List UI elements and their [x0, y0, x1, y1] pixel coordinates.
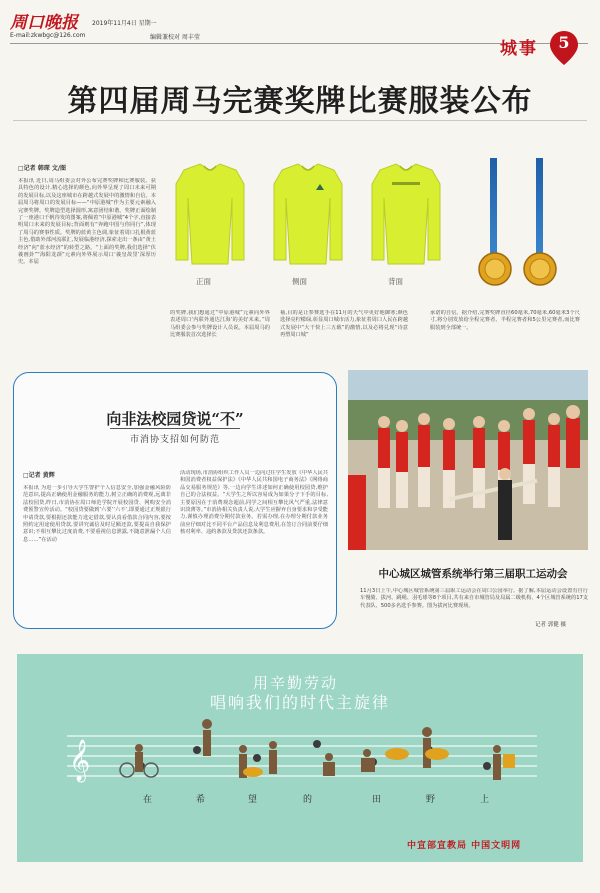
jersey-back [372, 164, 440, 264]
jersey-photos [170, 160, 450, 270]
story1-column-2: 的奖牌,我们想通过“中原港城”元素向外界表述周口‘内联外通达江海’的美好未来。”周马组委会参与奖牌设计人员说。本届周马的比赛服装首次选择长 [170, 310, 270, 339]
jersey-illustration [170, 160, 450, 270]
banner-slogan-line-1: 用辛勤劳动 [253, 674, 339, 692]
banner-credit: 中宣部宣教局 中国文明网 [407, 841, 522, 851]
staff-word: 上 [480, 795, 490, 805]
treble-clef-icon: 𝄞 [69, 740, 91, 781]
main-headline: 第四届周马完赛奖牌比赛服装公布 [67, 84, 533, 119]
story2-subtitle: 市消协支招如何防范 [129, 435, 220, 445]
staff-word: 野 [426, 795, 436, 805]
issue-date: 2019年11月4日 星期一 [92, 20, 157, 27]
story1-column-3: 袖,目的是让参赛选手在11月的天气中更好地御寒;颜色选择亮柠檬绿,彰显周口城市活力,象征着周口人民在跨越式发展中“大干快上三五载”的激情,以及必将兑现“诗意再塑周口城” [280, 310, 408, 339]
staff-word: 希 [196, 795, 206, 805]
staff-word: 田 [372, 795, 382, 805]
section-label: 城事 [500, 39, 538, 59]
story3-title: 中心城区城管系统举行第三届职工运动会 [378, 568, 568, 580]
story2-column-1: 本报讯 为进一步引导大学生警护个人信息安全,加强金融风险防范意识,提高正确使用金融服务的能力,树立正确的消费观,远离非法校园贷,昨日,市消协在周口师范学院开展校园贷、网购安全消费预警宣传活动。“校园贷要做到‘六要’‘六不’,即要通过正规银行申请贷款,要根据还款能力选定借款,要认真看借款合同内容,要按照约定用途使用贷款,要讲究诚信及时足额还款,要提高自我保护意识;不相互攀比过度消费,不要重视信息泄露,不随意泄漏个人信息……”在活动 [23, 485, 171, 543]
story2-title-rule [110, 428, 240, 429]
banner-slogan-line-2: 唱响我们的时代主旋律 [210, 693, 391, 712]
story1-column-1: 本报讯 近日,周马组委会对外公布完赛奖牌和比赛服装。获具特色的设计,精心选择的颜色,向外界呈现了周口未来可期的发展目标,以及这座城市在跨越式发展中的激情和自信。本届周马将周口的发展目标——“中原港城”作为主要元素融入完赛奖牌。奖牌造型选择圆形,寓意团结和谐。奖牌正面绘制了一座港口千帆待发的图案,将佩着“中原港城”4个字,直接表明周口未来的发展目标;背面则有“奔跑中国与你同行”,体现了周马的赛事性质。奖牌的蓝黄主色调,象征着周口扎根黄蓝主色,借助外部河流联汇,发展临港经济,探索走出一条由“黄土经济”向“蓝水经济”的转型之路。“上面的奖牌,我们选择“伏羲画卦”“海阳龙颈”元素向外界展示周口‘羲皇故里’深厚历史。本届 [18, 178, 156, 266]
story2-byline: □记者 黄辉 [23, 472, 55, 479]
medal-photo [478, 158, 558, 298]
story3-body: 11月3日上午,中心城区城管系统第三届职工运动会在周口公园举行。据了解,本届运动会设置有自行车慢骑、拔河、跳绳、羽毛球等8个项目,共有来自市城管局及局属二级机构、4个区城管系统的17支代表队、500多名选手参赛。图为拔河比赛现场。 [360, 588, 588, 609]
page-number: 5 [558, 33, 570, 52]
farmer-figures [135, 719, 501, 780]
jersey-label-side: 侧面 [292, 277, 307, 286]
story1-byline: □记者 韩琛 文/图 [18, 165, 67, 172]
jersey-front [176, 164, 244, 264]
staff-word: 在 [143, 795, 153, 805]
contact-email[interactable]: E-mail:zkwbgc@126.com [10, 32, 86, 39]
staff-word: 望 [248, 795, 258, 805]
harvest-baskets [243, 748, 515, 777]
page-number-badge [549, 30, 579, 66]
staff-word: 的 [303, 795, 313, 805]
headline-rule [13, 120, 587, 121]
story2-title: 向非法校园贷说“不” [106, 410, 244, 428]
medal-icon [478, 250, 558, 290]
newspaper-logo: 周口晚报 [10, 13, 78, 33]
story3-photo-credit: 记者 郭健 摄 [535, 622, 566, 628]
story1-column-4: 承诺的自信。据介绍,完赛奖牌直径60毫米,70毫米,60毫米3个尺寸,将分别发放给全程完赛者、半程完赛者和5公里完赛者,而比赛服装到全部统一。 [430, 310, 580, 331]
editor-credit: 编辑兼校对 周丰莹 [150, 34, 200, 41]
jersey-label-back: 背面 [388, 277, 403, 286]
jersey-label-front: 正面 [196, 277, 211, 286]
tug-of-war-illustration [348, 370, 588, 550]
tug-of-war-photo [348, 370, 588, 550]
jersey-side [274, 164, 342, 264]
story2-column-2: 活动现场,市消协组织工作人员一边向过往学生发放《中华人民共和国消费者权益保护法》《中华人民共和国电子商务法》《网络商品交易服务规范》等,一边向学生讲述如何正确使用校园贷,维护自己的合法权益。“大学生之所以容易成为如果分子下手的目标,主要原因在于消费观念超前,同学之间相互攀比风气严重,法律意识淡薄等。”市消协相关负责人说,大学生应摒弃自身要求和享受能力,谨慎办理消费分期付款业务。若需办理,在办理分期付款业务前应仔细对比不同平台产品信息及利息费用,在签订合同前要仔细核对利率、违约条款及贷款还款条款。 [180, 470, 328, 536]
